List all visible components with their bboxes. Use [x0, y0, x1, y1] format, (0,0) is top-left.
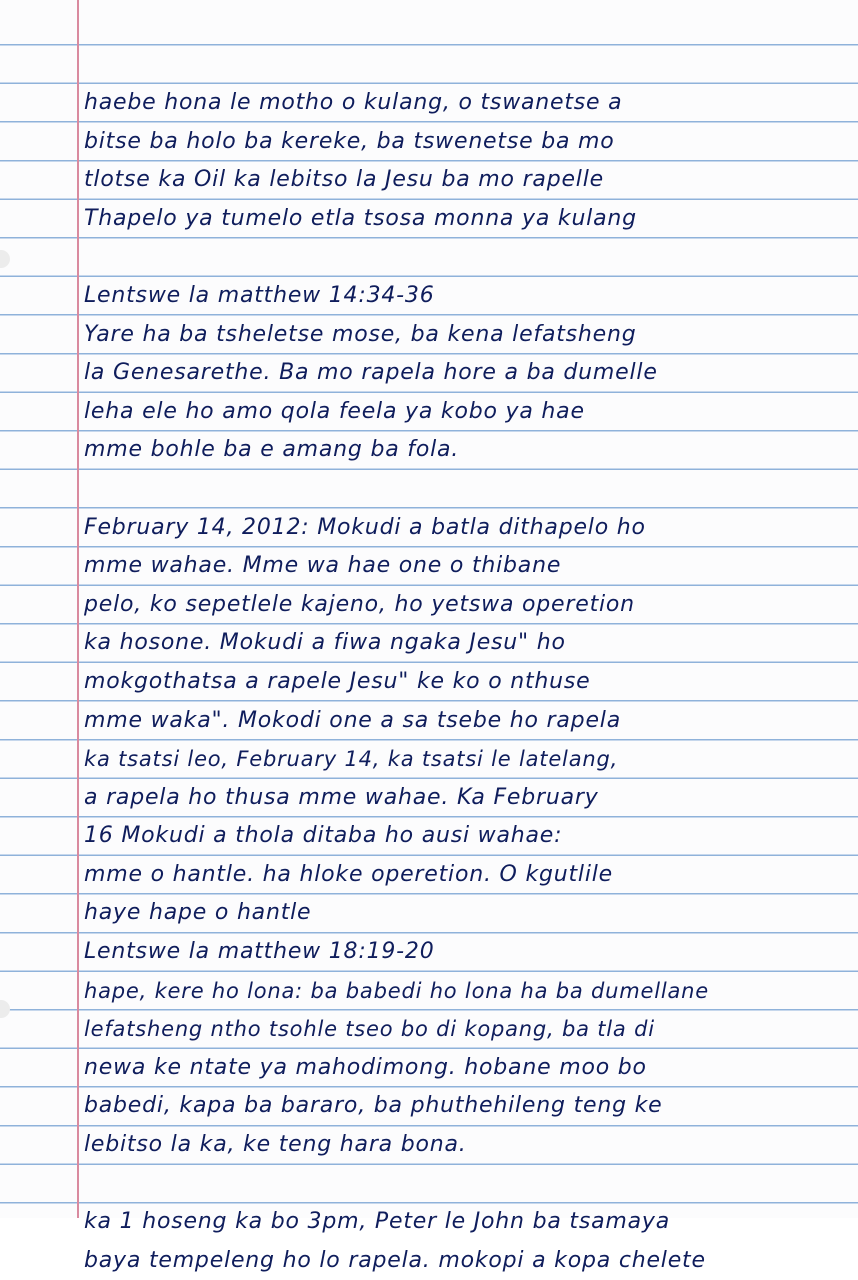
punch-hole — [0, 1000, 10, 1018]
text-line: mokgothatsa a rapele Jesu" ke ko o nthuse — [84, 668, 591, 694]
text-line: newa ke ntate ya mahodimong. hobane moo bo — [84, 1054, 647, 1080]
text-line: ka 1 hoseng ka bo 3pm, Peter le John ba tsamaya — [84, 1209, 671, 1235]
text-line: 16 Mokudi a thola ditaba ho ausi wahae: — [84, 823, 563, 849]
text-line: mme bohle ba e amang ba fola. — [84, 437, 460, 463]
text-line: ka tsatsi leo, February 14, ka tsatsi le latelang, — [84, 747, 619, 772]
text-line: February 14, 2012: Mokudi a batla dithapelo ho — [84, 514, 646, 540]
margin-rule — [77, 0, 79, 1218]
text-line: mme waka". Mokodi one a sa tsebe ho rapela — [84, 707, 621, 733]
blank-line — [84, 470, 844, 509]
text-line: la Genesarethe. Ba mo rapela hore a ba dumelle — [84, 360, 658, 386]
text-line: Yare ha ba tsheletse mose, ba kena lefatsheng — [84, 321, 637, 347]
punch-hole — [0, 250, 10, 268]
text-line: pelo, ko sepetlele kajeno, ho yetswa operetion — [84, 591, 635, 617]
text-line: bitse ba holo ba kereke, ba tswenetse ba mo — [84, 128, 615, 154]
text-line: tlotse ka Oil ka lebitso la Jesu ba mo rapelle — [84, 167, 604, 193]
blank-line — [84, 1165, 844, 1204]
verse-heading: Lentswe la matthew 14:34-36 — [84, 282, 435, 308]
text-line: lefatsheng ntho tsohle tseo bo di kopang, ba tla di — [84, 1017, 655, 1042]
text-line: haye hape o hantle — [84, 900, 312, 926]
handwritten-text — [84, 84, 844, 1280]
text-line: lebitso la ka, ke teng hara bona. — [84, 1132, 467, 1158]
text-line: babedi, kapa ba bararo, ba phuthehileng teng ke — [84, 1093, 663, 1119]
text-line: a rapela ho thusa mme wahae. Ka February — [84, 784, 599, 810]
verse-heading: Lentswe la matthew 18:19-20 — [84, 939, 435, 965]
text-line: mme wahae. Mme wa hae one o thibane — [84, 553, 562, 579]
text-line: hape, kere ho lona: ba babedi ho lona ha ba dumellane — [84, 978, 709, 1003]
text-line: mme o hantle. ha hloke operetion. O kgutlile — [84, 861, 613, 887]
text-line: Thapelo ya tumelo etla tsosa monna ya kulang — [84, 205, 637, 231]
text-line: leha ele ho amo qola feela ya kobo ya hae — [84, 398, 585, 424]
blank-line — [84, 238, 844, 277]
text-line: baya tempeleng ho lo rapela. mokopi a kopa chelete — [84, 1247, 706, 1273]
text-line: haebe hona le motho o kulang, o tswanetse a — [84, 90, 623, 115]
text-line: ka hosone. Mokudi a fiwa ngaka Jesu" ho — [84, 630, 566, 656]
